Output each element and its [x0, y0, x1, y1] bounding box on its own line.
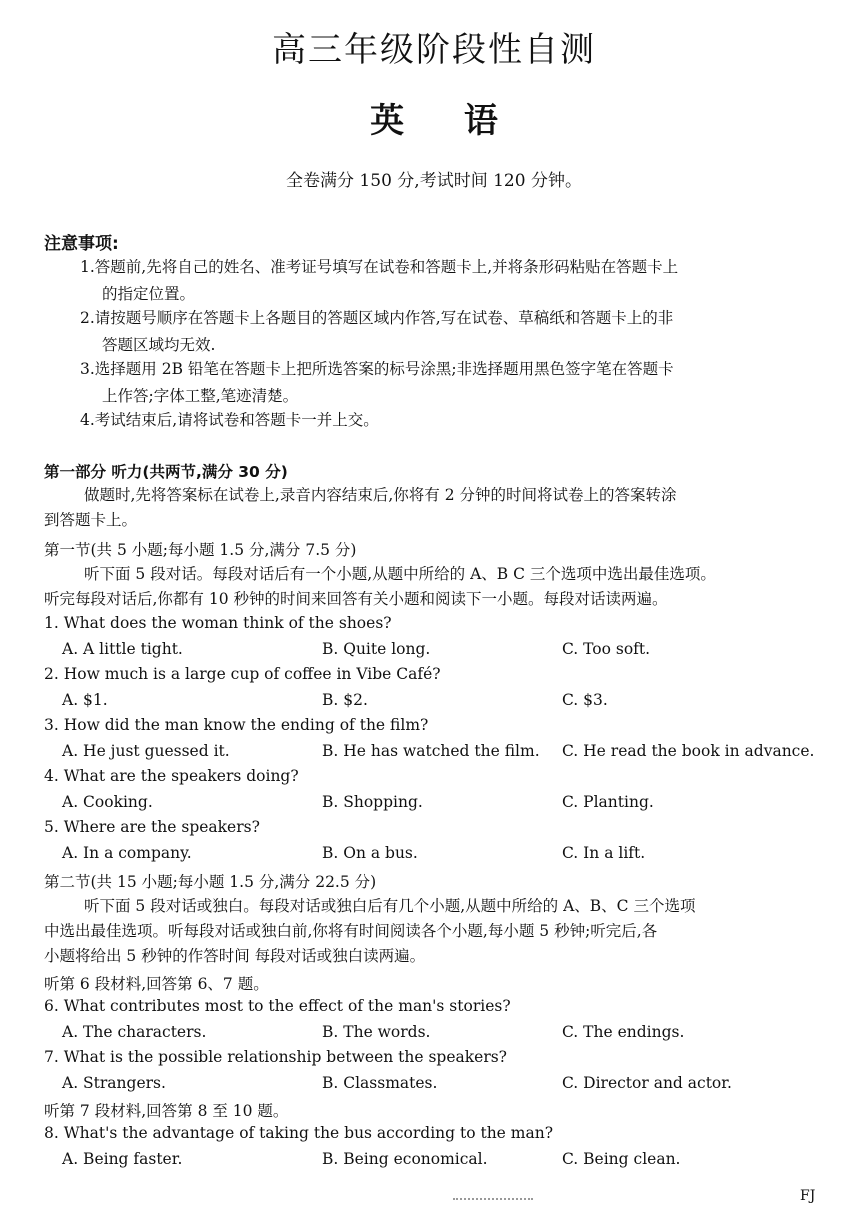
section1-intro: [44, 562, 834, 612]
notice-item-2: [80, 305, 825, 359]
notice-item-line: 答题区域均无效.: [102, 336, 216, 354]
notice-item-line: 上作答;字体工整,笔迹清楚。: [102, 387, 299, 405]
notice-item-line: 的指定位置。: [102, 285, 196, 303]
question-option-a: A. The characters.: [62, 1023, 207, 1041]
part1-intro-line: 做题时,先将答案标在试卷上,录音内容结束后,你将有 2 分钟的时间将试卷上的答案转涂: [84, 486, 677, 504]
exam-title: 高三年级阶段性自测: [272, 30, 596, 70]
question-option-c: C. Planting.: [562, 793, 654, 811]
question-option-b: B. Classmates.: [322, 1074, 438, 1092]
question-option-a: A. Strangers.: [62, 1074, 166, 1092]
score-time-line: 全卷满分 150 分,考试时间 120 分钟。: [286, 171, 582, 191]
question-stem: 4. What are the speakers doing?: [44, 767, 299, 785]
notice-item-line: 2.请按题号顺序在答题卡上各题目的答题区域内作答,写在试卷、草稿纸和答题卡上的非: [80, 309, 674, 327]
section2-intro-line: 小题将给出 5 秒钟的作答时间 每段对话或独白读两遍。: [44, 947, 426, 965]
question-option-c: C. $3.: [562, 691, 608, 709]
notice-item-line: 3.选择题用 2B 铅笔在答题卡上把所选答案的标号涂黑;非选择题用黑色签字笔在答题卡: [80, 360, 674, 378]
section2-intro-line: 中选出最佳选项。听每段对话或独白前,你将有时间阅读各个小题,每小题 5 秒钟;听完后,各: [44, 922, 658, 940]
question-option-a: A. A little tight.: [62, 640, 183, 658]
question-stem: 1. What does the woman think of the shoes?: [44, 614, 392, 632]
question-option-a: A. In a company.: [62, 844, 192, 862]
notice-item-4: [80, 407, 825, 434]
material-7-instruction: 听第 7 段材料,回答第 8 至 10 题。: [44, 1102, 289, 1120]
question-option-c: C. He read the book in advance.: [562, 742, 815, 760]
question-option-a: A. $1.: [62, 691, 108, 709]
page-number-mark: [453, 1198, 533, 1203]
question-option-a: A. He just guessed it.: [62, 742, 230, 760]
subject-title: 英 语: [370, 101, 522, 141]
question-stem: 6. What contributes most to the effect of the man's stories?: [44, 997, 511, 1015]
material-6-instruction: 听第 6 段材料,回答第 6、7 题。: [44, 975, 269, 993]
question-option-b: B. He has watched the film.: [322, 742, 540, 760]
question-option-b: B. Quite long.: [322, 640, 431, 658]
notice-item-3: [80, 356, 825, 410]
part1-intro: [44, 483, 834, 533]
notice-item-line: 4.考试结束后,请将试卷和答题卡一并上交。: [80, 411, 379, 429]
question-option-c: C. Director and actor.: [562, 1074, 732, 1092]
question-option-a: A. Being faster.: [62, 1150, 183, 1168]
question-option-b: B. Shopping.: [322, 793, 423, 811]
question-stem: 7. What is the possible relationship between the speakers?: [44, 1048, 507, 1066]
question-option-a: A. Cooking.: [62, 793, 153, 811]
question-stem: 2. How much is a large cup of coffee in Vibe Café?: [44, 665, 441, 683]
question-stem: 5. Where are the speakers?: [44, 818, 260, 836]
section1-intro-line: 听下面 5 段对话。每段对话后有一个小题,从题中所给的 A、B C 三个选项中选出最佳选项。: [84, 565, 716, 583]
notice-heading: 注意事项:: [44, 234, 119, 254]
part1-heading: 第一部分 听力(共两节,满分 30 分): [44, 463, 288, 481]
question-option-b: B. $2.: [322, 691, 368, 709]
question-stem: 8. What's the advantage of taking the bus according to the man?: [44, 1124, 554, 1142]
footer-code: FJ: [800, 1188, 816, 1204]
question-option-b: B. On a bus.: [322, 844, 418, 862]
section2-heading: 第二节(共 15 小题;每小题 1.5 分,满分 22.5 分): [44, 873, 377, 891]
notice-item-line: 1.答题前,先将自己的姓名、准考证号填写在试卷和答题卡上,并将条形码粘贴在答题卡上: [80, 258, 679, 276]
question-option-b: B. Being economical.: [322, 1150, 488, 1168]
question-option-c: C. Too soft.: [562, 640, 651, 658]
question-option-c: C. In a lift.: [562, 844, 646, 862]
notice-item-1: [80, 254, 825, 308]
question-stem: 3. How did the man know the ending of the film?: [44, 716, 429, 734]
question-option-c: C. Being clean.: [562, 1150, 681, 1168]
part1-intro-line: 到答题卡上。: [44, 511, 138, 529]
section1-heading: 第一节(共 5 小题;每小题 1.5 分,满分 7.5 分): [44, 541, 357, 559]
section1-intro-line: 听完每段对话后,你都有 10 秒钟的时间来回答有关小题和阅读下一小题。每段对话读两遍。: [44, 590, 668, 608]
section2-intro-line: 听下面 5 段对话或独白。每段对话或独白后有几个小题,从题中所给的 A、B、C 三个选项: [84, 897, 696, 915]
question-option-b: B. The words.: [322, 1023, 431, 1041]
question-option-c: C. The endings.: [562, 1023, 685, 1041]
section2-intro: [44, 894, 834, 969]
